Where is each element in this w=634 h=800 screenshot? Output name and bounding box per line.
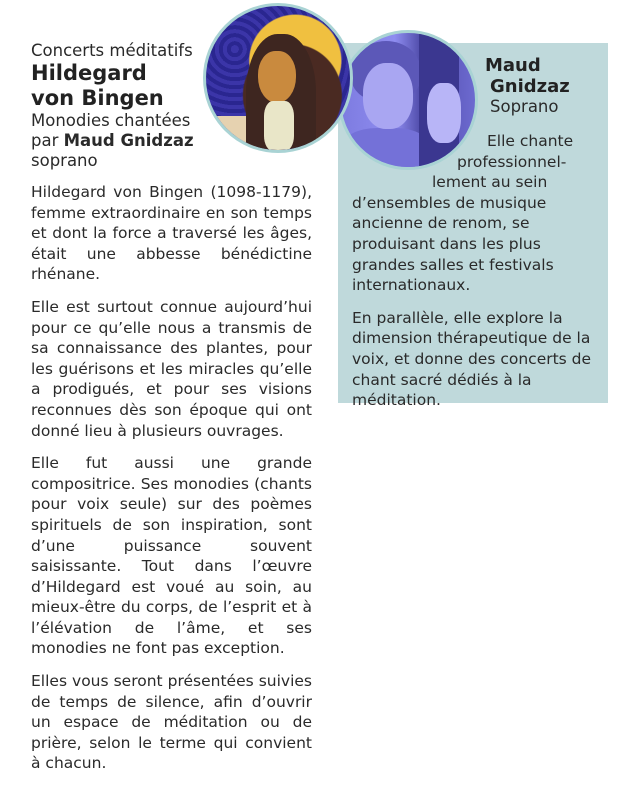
- hildegard-icon-image: [203, 3, 353, 153]
- paragraph: Elle est surtout connue aujourd’hui pour ce qu’elle nous a transmis de sa connaissance des plantes, pour les guérisons et les miracles qu’elle a prodigués, et pour ses visions reconnues dès son époque qui ont donné lieu à plusieurs ouvrages.: [31, 297, 312, 440]
- bio-intro-line: professionnel-: [457, 152, 567, 171]
- icon-face-shape: [258, 51, 296, 103]
- paragraph: Elle fut aussi une grande compositrice. Ses monodies (chants pour voix seule) sur des poèmes spirituels de son inspiration, sont d’une puissance souvent saisissante. Tout dans l’œuvre d’Hildegard est voué au soin, au mieux-être du corps, de l’esprit et à l’élévation de l’âme, et ses monodies ne font pas exception.: [31, 454, 312, 658]
- bio-role: Soprano: [490, 97, 559, 116]
- bio-paragraph-2: En parallèle, elle explore la dimension thérapeutique de la voix, et donne des concerts de chant sacré dédiés à la méditation.: [352, 308, 592, 410]
- bio-name-line-2: Gnidzaz: [490, 76, 570, 97]
- bio-intro-line: Elle chante: [487, 132, 574, 150]
- bio-name-line-1: Maud: [485, 55, 541, 76]
- icon-wimple-shape: [264, 101, 294, 151]
- subtitle-role: soprano: [31, 151, 98, 170]
- article-body: [31, 182, 312, 786]
- performer-name: Maud Gnidzaz: [63, 131, 194, 150]
- portrait-face-shape: [363, 63, 413, 129]
- title-line-1: Hildegard: [31, 61, 147, 85]
- bio-text: [352, 131, 600, 423]
- bio-paragraph-1-rest: d’ensembles de musique ancienne de renom, se produisant dans les plus grandes salles et festivals internationaux.: [352, 193, 554, 295]
- bio-paragraph-1: [352, 131, 600, 296]
- paragraph: Elles vous seront présentées suivies de temps de silence, afin d’ouvrir un espace de méditation ou de prière, selon le terme qui convient à chacun.: [31, 672, 312, 773]
- subtitle-by: par: [31, 131, 64, 150]
- paragraph: Hildegard von Bingen (1098-1179), femme extraordinaire en son temps et dont la force a traversé les âges, était une abbesse bénédictine rhénane.: [31, 183, 312, 284]
- kicker: Concerts méditatifs: [31, 41, 193, 60]
- bio-intro-line: lement au sein: [432, 173, 548, 192]
- subtitle-line-1: Monodies chantées: [31, 111, 191, 130]
- bio-header: [485, 55, 600, 117]
- title-line-2: von Bingen: [31, 86, 164, 110]
